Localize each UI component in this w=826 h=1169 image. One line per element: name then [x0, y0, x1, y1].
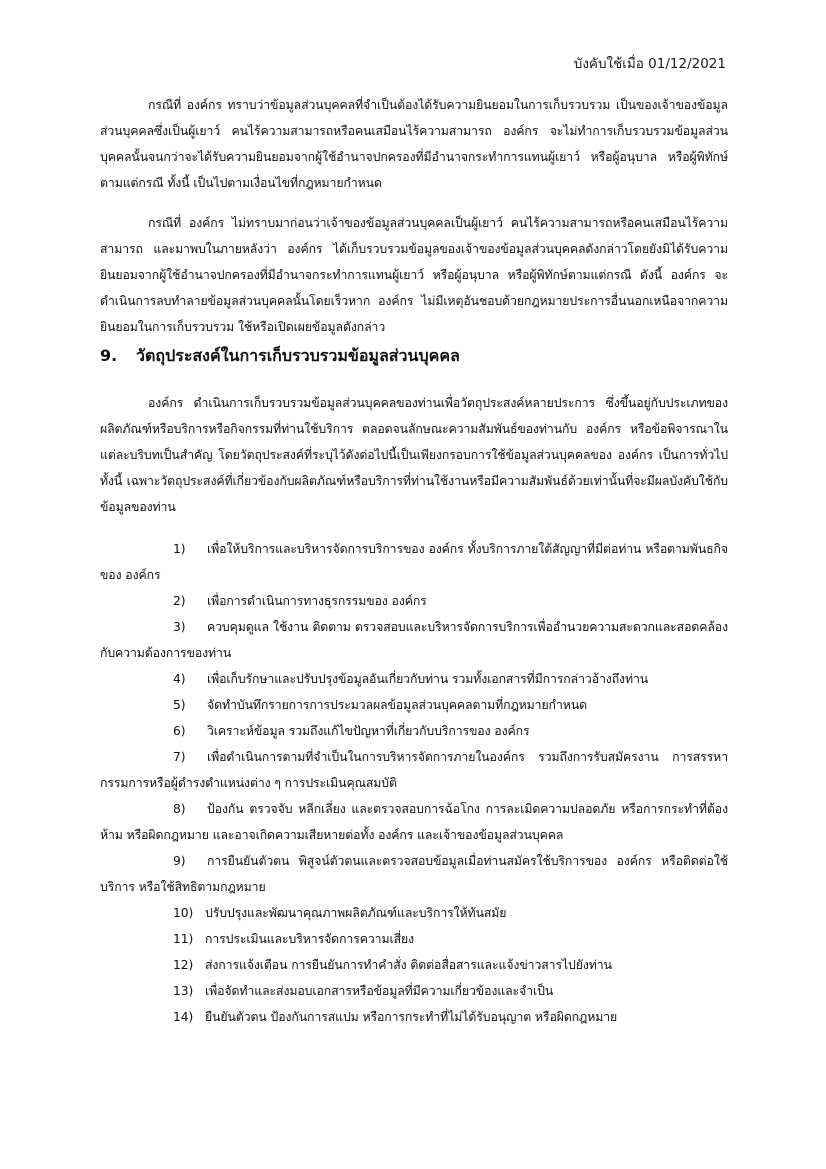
list-item: 5) จัดทำบันทึกรายการการประมวลผลข้อมูลส่วนบุคคลตามที่กฎหมายกำหนด — [173, 698, 588, 712]
list-item: 11) การประเมินและบริหารจัดการความเสี่ยง — [173, 932, 414, 946]
list-item: 2) เพื่อการดำเนินการทางธุรกรรมของ องค์กร — [173, 594, 427, 608]
section-number: 9. — [100, 346, 118, 365]
list-item: 10) ปรับปรุงและพัฒนาคุณภาพผลิตภัณฑ์และบริการให้ทันสมัย — [173, 906, 507, 920]
section-intro: องค์กร ดำเนินการเก็บรวบรวมข้อมูลส่วนบุคคลของท่านเพื่อวัตถุประสงค์หลายประการ ซึ่งขึ้นอยู่กับประเภทของผลิตภัณฑ์หรือบริการหรือกิจกรรมที่ท่านใช้บริการ ตลอดจนลักษณะความสัมพันธ์ของท่านกับ องค์กร หรือข้อพิจารณาในแต่ละบริบทเป็นสำคัญ โดยวัตถุประสงค์ที่ระบุไว้ดังต่อไปนี้เป็นเพียงกรอบการใช้ข้อมูลส่วนบุคคลของ องค์กร เป็นการทั่วไป ทั้งนี้ เฉพาะวัตถุประสงค์ที่เกี่ยวข้องกับผลิตภัณฑ์หรือบริการที่ท่านใช้งานหรือมีความสัมพันธ์ด้วยเท่านั้นที่จะมีผลบังคับใช้กับข้อมูลของท่าน — [100, 396, 728, 514]
list-item: 6) วิเคราะห์ข้อมูล รวมถึงแก้ไขปัญหาที่เกี่ยวกับบริการของ องค์กร — [173, 724, 530, 738]
list-item: 13) เพื่อจัดทำและส่งมอบเอกสารหรือข้อมูลที่มีความเกี่ยวข้องและจำเป็น — [173, 984, 554, 998]
paragraph-minor-consent: กรณีที่ องค์กร ทราบว่าข้อมูลส่วนบุคคลที่จำเป็นต้องได้รับความยินยอมในการเก็บรวบรวม เป็นของเจ้าของข้อมูลส่วนบุคคลซึ่งเป็นผู้เยาว์ คนไร้ความสามารถหรือคนเสมือนไร้ความสามารถ องค์กร จะไม่ทำการเก็บรวบรวมข้อมูลส่วนบุคคลนั้นจนกว่าจะได้รับความยินยอมจากผู้ใช้อำนาจปกครองที่มีอำนาจกระทำการแทนผู้เยาว์ หรือผู้อนุบาล หรือผู้พิทักษ์ตามแต่กรณี ทั้งนี้ เป็นไปตามเงื่อนไขที่กฎหมายกำหนด — [100, 98, 728, 190]
list-item: 7) เพื่อดำเนินการตามที่จำเป็นในการบริหารจัดการภายในองค์กร รวมถึงการรับสมัครงาน การสรรหากรรมการหรือผู้ดำรงตำแหน่งต่าง ๆ การประเมินคุณสมบัติ — [100, 750, 728, 790]
list-item: 3) ควบคุมดูแล ใช้งาน ติดตาม ตรวจสอบและบริหารจัดการบริการเพื่ออำนวยความสะดวกและสอดคล้องกับความต้องการของท่าน — [100, 620, 728, 660]
paragraph-unknown-minor: กรณีที่ องค์กร ไม่ทราบมาก่อนว่าเจ้าของข้อมูลส่วนบุคคลเป็นผู้เยาว์ คนไร้ความสามารถหรือคนเสมือนไร้ความสามารถ และมาพบในภายหลังว่า องค์กร ได้เก็บรวบรวมข้อมูลของเจ้าของข้อมูลส่วนบุคคลดังกล่าวโดยยังมิได้รับความยินยอมจากผู้ใช้อำนาจปกครองที่มีอำนาจกระทำการแทนผู้เยาว์ หรือผู้อนุบาล หรือผู้พิทักษ์ตามแต่กรณี ดังนี้ องค์กร จะดำเนินการลบทำลายข้อมูลส่วนบุคคลนั้นโดยเร็วหาก องค์กร ไม่มีเหตุอันชอบด้วยกฎหมายประการอื่นนอกเหนือจากความยินยอมในการเก็บรวบรวม ใช้หรือเปิดเผยข้อมูลดังกล่าว — [100, 216, 728, 334]
list-item: 1) เพื่อให้บริการและบริหารจัดการบริการของ องค์กร ทั้งบริการภายใต้สัญญาที่มีต่อท่าน หรือตามพันธกิจของ องค์กร — [100, 542, 728, 582]
list-item: 8) ป้องกัน ตรวจจับ หลีกเลี่ยง และตรวจสอบการฉ้อโกง การละเมิดความปลอดภัย หรือการกระทำที่ต้องห้าม หรือผิดกฎหมาย และอาจเกิดความเสียหายต่อทั้ง องค์กร และเจ้าของข้อมูลส่วนบุคคล — [100, 802, 728, 842]
list-item: 9) การยืนยันตัวตน พิสูจน์ตัวตนและตรวจสอบข้อมูลเมื่อท่านสมัครใช้บริการของ องค์กร หรือติดต่อใช้บริการ หรือใช้สิทธิตามกฎหมาย — [100, 854, 728, 894]
effective-date: บังคับใช้เมื่อ 01/12/2021 — [573, 56, 726, 72]
section-heading — [100, 344, 460, 369]
section-title: วัตถุประสงค์ในการเก็บรวบรวมข้อมูลส่วนบุคคล — [136, 346, 460, 365]
list-item: 14) ยืนยันตัวตน ป้องกันการสแปม หรือการกระทำที่ไม่ได้รับอนุญาต หรือผิดกฎหมาย — [173, 1010, 618, 1024]
list-item: 4) เพื่อเก็บรักษาและปรับปรุงข้อมูลอันเกี่ยวกับท่าน รวมทั้งเอกสารที่มีการกล่าวอ้างถึงท่าน — [173, 672, 649, 686]
purpose-list — [100, 536, 728, 1030]
list-item: 12) ส่งการแจ้งเตือน การยืนยันการทำคำสั่ง ติดต่อสื่อสารและแจ้งข่าวสารไปยังท่าน — [173, 958, 612, 972]
